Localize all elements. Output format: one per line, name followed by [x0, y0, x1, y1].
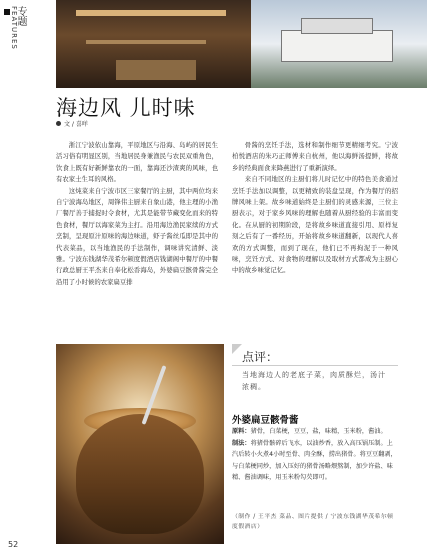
method-text: 将猪骨骸碎后飞水，以油炒香，放入高压锅压制。上汽后转小火煮4小时至骨、肉全酥，捞出猪骨。将豆豆翻剥，与白菜梗同炒，加入压好的猪骨汤略煨熬制，加少许盐、味精、酱油调味，用玉米粉勾芡即可。: [232, 439, 397, 481]
paragraph: 来自不同地区的主厨们将儿时记忆中的特色美食通过烹饪手法加以调整，以更精致的装盘呈现，作为餐厅的招牌风味上架。故乡味道始终是主厨们的灵感来源，三位主厨表示，对于家乡风味的理解也随着从厨经验的丰富而变化。在从厨的初期阶段，是将故乡味道直接引用、原样复刻之后有了一番经历，开始将故乡味道翻新，以现代人喜欢的方式调整，而到了现在，他们已不再拘泥于一种风味，烹饪方式、对食物的理解以及取材方式都成为主厨心中的故乡味觉记忆。: [232, 175, 398, 275]
article-column-right: [232, 140, 398, 277]
divider: [232, 365, 398, 366]
byline-icon: [56, 121, 61, 126]
byline: [56, 119, 88, 128]
paragraph: 骨酱的烹饪手法，选材和制作细节更精细考究。宁波柏悦酒店的朱巧正师傅来自杭州，他以海鲜汤提鲜，将故乡的经典面食来降燕进行了重新演绎。: [232, 141, 398, 172]
article-column-left: [56, 140, 218, 288]
recipe-credit: （制作 / 王平杰 菜品、图片提供 / 宁波东钱湖华茂希尔顿度假酒店）: [232, 514, 394, 530]
comment-text: 当地海边人的老底子菜，肉质酥烂，汤汁浓稠。: [242, 371, 386, 391]
recipe-method: [232, 438, 398, 484]
hero-image: [56, 0, 427, 88]
page-number: 52: [8, 540, 19, 549]
recipe-title: 外婆扁豆骸骨酱: [232, 415, 299, 426]
section-label-english: FEATURES: [4, 6, 18, 50]
ingredients-label: 原料：: [232, 428, 251, 435]
recipe-body: [232, 426, 398, 484]
paragraph: 这炖菜来自宁波市区三家餐厅的主厨，其中两位均来自宁波海岛地区，周锋伟主厨来自象山港，他主理的小渔厂餐厅善于捕捉时令食材，尤其是能带节藏变化而来的特色食材，餐厅以海家菜为主打。沿用海边渔民家续的方式烹制，呈现原汁原味的海边味道，虾子酱丝瓜即是其中的代表菜品，以当地渔民的手法制作，调味讲究清鲜、淡雅。宁波东钱湖华茂希尔顿度假酒店钱湖阁中餐厅的中餐行政总厨王平杰来自奉化松岙海岛，外婆扁豆骸骨酱完全沿用了小时候的农家扁豆排: [56, 186, 218, 286]
restaurant-interior-photo: [56, 0, 251, 88]
page-title: 海边风 儿时味: [56, 96, 196, 120]
comment-heading: 点评：: [242, 350, 279, 364]
section-label-chinese: 专题: [15, 6, 26, 26]
dish-photo: [56, 344, 224, 544]
byline-text: 文 / 喜咩: [64, 121, 88, 128]
hotel-exterior-photo: [251, 0, 427, 88]
ingredients-text: 猪骨，白菜梗，豆豆，盐，味精，玉米粉，酱油。: [250, 428, 387, 435]
paragraph: 浙江宁波依山靠海，平原地区与沿海、岛屿的居民生活习俗有明显区别，当地居民身兼渔民与农民双重角色，饮食上既有好新鲜靠农的一面，靠海还沙渣爽的风味，也有农家土生耳的风格。: [56, 141, 218, 184]
recipe-ingredients: [232, 426, 398, 438]
section-label: [0, 0, 30, 553]
method-label: 制法：: [232, 439, 251, 447]
clay-pot: [76, 414, 204, 534]
corner-mark-icon: [232, 344, 242, 354]
comment-box: [232, 344, 398, 406]
